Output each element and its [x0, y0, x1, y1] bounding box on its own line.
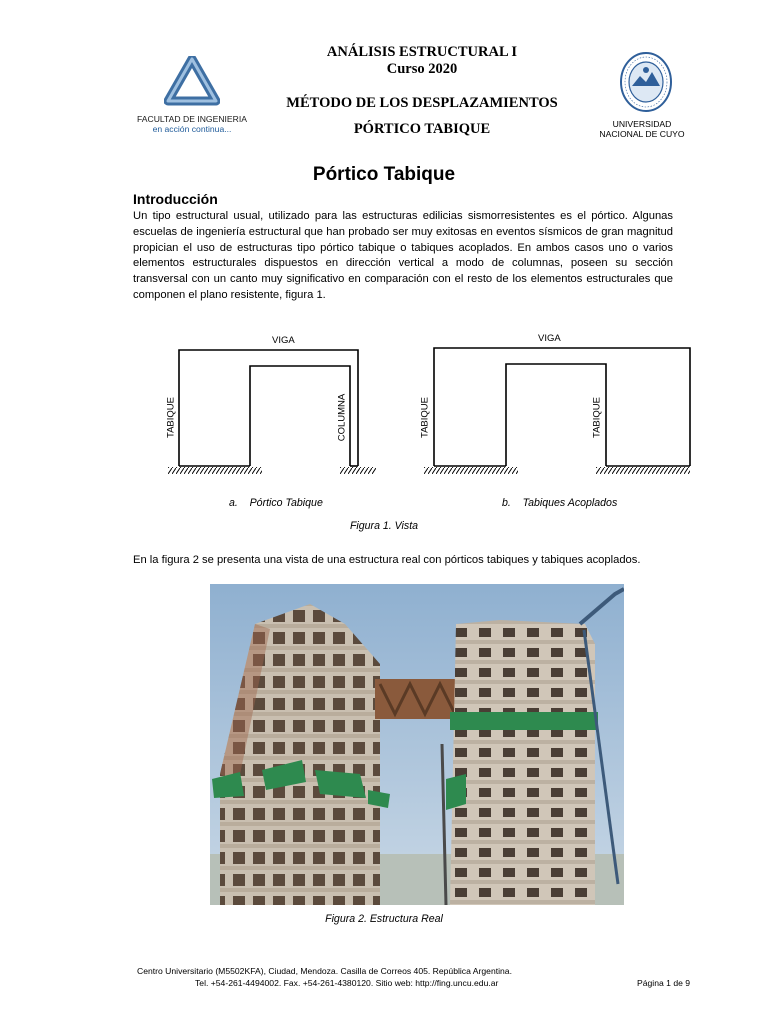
support-ground-left — [168, 467, 262, 474]
support-ground-right-b — [596, 467, 690, 474]
figure2-intro: En la figura 2 se presenta una vista de una estructura real con pórticos tabiques y tabiques acoplados. — [133, 554, 641, 566]
diagram-b-beam-label: VIGA — [538, 333, 561, 344]
faculty-slogan: en acción continua... — [152, 124, 232, 134]
support-ground-right — [340, 467, 376, 474]
page-number: Página 1 de 9 — [637, 978, 691, 988]
diagram-tabiques-acoplados — [424, 348, 690, 474]
right-tower — [446, 620, 598, 905]
diagram-b-caption: b. Tabiques Acoplados — [502, 497, 618, 509]
course-title: ANÁLISIS ESTRUCTURAL I — [326, 44, 518, 60]
faculty-name: FACULTAD DE INGENIERIA — [137, 114, 247, 124]
diagram-a-right-label: COLUMNA — [336, 393, 348, 442]
footer-address-line2: Tel. +54-261-4494002. Fax. +54-261-4380120. Sitio web: http://fing.uncu.edu.ar — [195, 978, 499, 988]
topic-title: PÓRTICO TABIQUE — [353, 121, 491, 137]
intro-paragraph: Un tipo estructural usual, utilizado para las estructuras edilicias sismorresistentes es el pórtico. Algunas escuelas de ingeniería estructural que han probado ser muy exitosas en eventos sísmicos de gran magnitud propician el uso de estructuras tipo pórtico tabique o tabiques acoplados. En ambos casos uno o varios elementos estructurales dispuestos en dirección vertical a modo de columnas, poseen su sección transversal con un canto muy significativo en comparación con el resto de los elementos estructurales que componen el plano resistente, figura 1. — [133, 210, 673, 301]
figure1-caption: Figura 1. Vista — [349, 520, 419, 532]
method-title: MÉTODO DE LOS DESPLAZAMIENTOS — [286, 95, 558, 111]
diagram-a-beam-label: VIGA — [272, 335, 295, 346]
diagram-b-right-label: TABIQUE — [591, 397, 603, 438]
diagram-b-left-label: TABIQUE — [419, 397, 431, 438]
support-ground-left-b — [424, 467, 518, 474]
section-heading: Introducción — [133, 191, 218, 207]
figure2-caption: Figura 2. Estructura Real — [325, 913, 443, 925]
university-name-line1: UNIVERSIDAD — [612, 119, 672, 129]
diagram-a-left-label: TABIQUE — [165, 397, 177, 438]
university-name-line2: NACIONAL DE CUYO — [599, 129, 685, 139]
figure2-photo — [210, 584, 624, 905]
footer-address-line1: Centro Universitario (M5502KFA), Ciudad, Mendoza. Casilla de Correos 405. República Argentina. — [137, 966, 512, 976]
diagram-a-caption: a. Pórtico Tabique — [229, 497, 323, 509]
course-year: Curso 2020 — [386, 61, 458, 77]
document-title: Pórtico Tabique — [312, 164, 456, 185]
